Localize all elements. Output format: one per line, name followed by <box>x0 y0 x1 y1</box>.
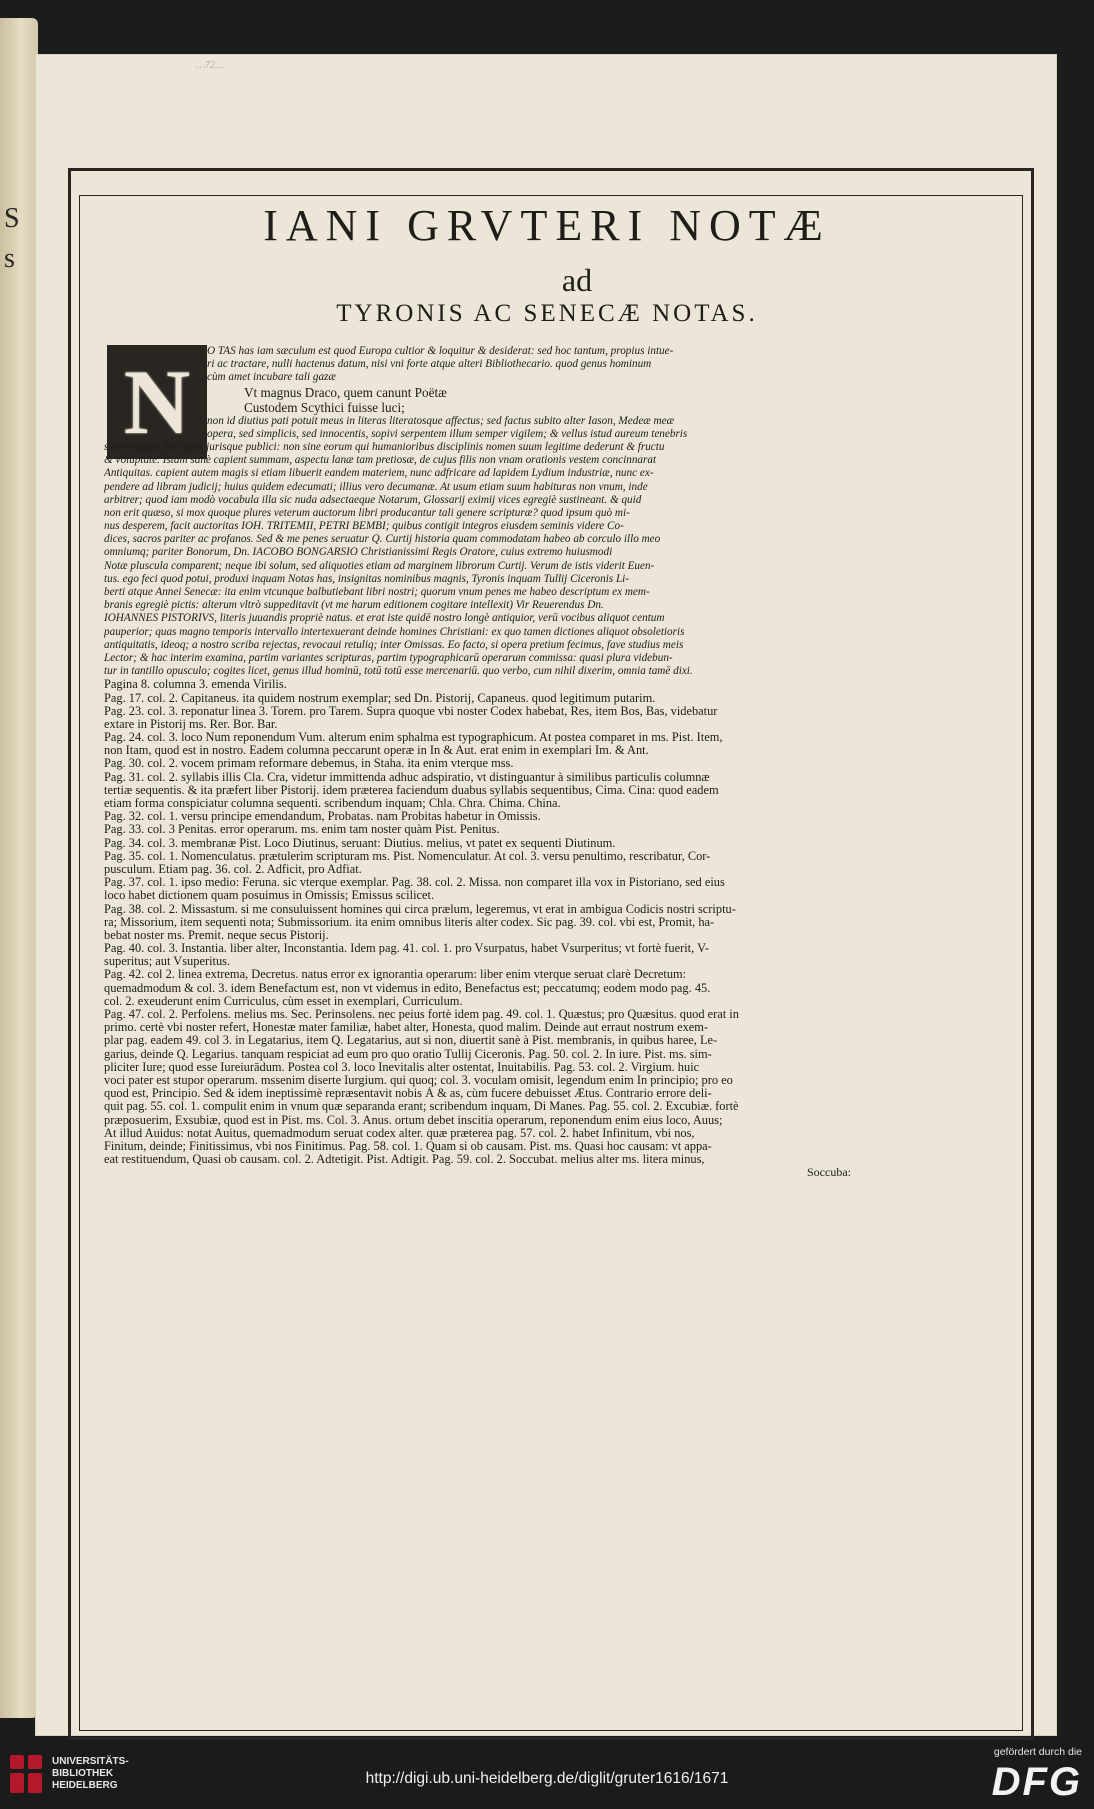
text-line: & voluptate. Istam sanè capient summam, aspectu lanæ tam pretiosæ, de cujus filis non vnam orationis vestem concinnarat <box>104 454 657 467</box>
text-line: extare in Pistorij ms. Rer. Bor. Bar. <box>104 717 278 731</box>
logo-line: UNIVERSITÄTS- <box>52 1756 129 1767</box>
text-line: omniumq; pariter Bonorum, Dn. IACOBO BONGARSIO Christianissimi Regis Oratore, cuius extremo huiusmodi <box>104 546 613 559</box>
text-line: Pag. 23. col. 3. reponatur linea 3. Torem. pro Tarem. Supra quoque vbi noster Codex habebat, Res, item Bos, Bas, videbatur <box>104 704 718 718</box>
permalink-url[interactable]: http://digi.ub.uni-heidelberg.de/diglit/gruter1616/1671 <box>365 1770 729 1787</box>
text-line: quod est, Principio. Sed & idem ineptissimè repræsentavit nobis À & as, cùm fucere debuisset Ætus. Contrario errore deli- <box>104 1087 712 1101</box>
text-line: Pagina 8. columna 3. emenda Virilis. <box>104 678 287 692</box>
text-line: pliciter Iure; quod esse Iureiurādum. Postea col 3. loco Inevitalis alter ostentat, Inuitabilis. Pag. 53. col. 2. Virgium. huic <box>104 1060 700 1074</box>
text-line: Notæ pluscula comparent; neque ibi solum, sed aliquoties etiam ad marginem librorum Curtij. Verum de istis viderit Euen- <box>104 559 655 572</box>
page-subtitle-ad: ad <box>561 262 593 298</box>
text-line: non Itam, quod est in nostro. Eadem columna peccarunt operæ in In & Aut. erat enim in exemplari Im. & Ant. <box>104 744 649 758</box>
text-line: superitus; aut Vsuperitus. <box>104 955 231 969</box>
text-line: col. 2. exeuderunt enim Curriculus, cùm esset in exemplari, Curriculum. <box>104 994 463 1008</box>
text-line: præposuerim, Exsubiæ, quod est in Pist. ms. Col. 3. Anus. ortum debet inscitia operarum, reponendum enim eius loco, Auus; <box>104 1113 723 1127</box>
text-line: nus desperem, facit auctoritas IOH. TRITEMII, PETRI BEMBI; quibus contigit integros eiusdem seminis videre Co- <box>104 520 624 533</box>
text-line: Pag. 42. col 2. linea extrema, Decretus. natus error ex ignorantia operarum: liber enim vterque seruat clarè Decretum: <box>104 968 687 982</box>
text-line: pendere ad libram judicij; huius quidem edecumati; illius vero decumanæ. At usum etiam suum habituras non vnum, inde <box>104 480 648 493</box>
text-line: Finitum, deinde; Finitissimus, vbi nos Finitimus. Pag. 58. col. 1. Quam si ob causam. Pist. ms. Quasi hoc causam: vt appa- <box>104 1139 712 1153</box>
initial-letter: N <box>123 351 191 453</box>
text-line: berti atque Annei Senecæ: ita enim vtcunque balbutiebant libri nostri; quorum vnum penes me habeo descriptum ex mem- <box>104 586 650 598</box>
text-line: quit pag. 55. col. 1. compulit enim in vnum quæ separanda erant; scribendum inquam, Di Manes. Pag. 55. col. 2. Excubiæ. fortè <box>104 1100 739 1114</box>
text-line: cùm amet incubare tali gazæ <box>207 371 336 384</box>
text-line: tertiæ sequentis. & ita præfert liber Pistorij. idem præterea faciendum duabus syllabis sequentibus, Cima. Cina: quod eadem <box>104 783 719 797</box>
text-line: ri ac tractare, nulli hactenus datum, nisi vni forte atque alteri Bibliothecario. quod genus hominum <box>207 358 652 371</box>
text-line: eat restituendum, Quasi ob causam. col. 2. Adtetigit. Pist. Adtigit. Pag. 59. col. 2. Soccubat. melius alter ms. litera minus, <box>104 1153 705 1167</box>
text-line: At illud Auidus: notat Auitus, quemadmodum seruat codex alter. quæ præterea pag. 57. col. 2. habet Infinitum, vbi nos, <box>104 1126 695 1140</box>
previous-page-fragment: s <box>4 243 15 274</box>
text-line: primo. certè vbi noster refert, Honestæ mater familiæ, habet alter, Honesta, quod malim. Deinde aut erraut nostrum exem- <box>104 1021 709 1035</box>
text-line: quemadmodum & col. 3. idem Benefactum est, non vt videmus in edito, Benefactus est; peccatumq; eodem modo pag. 45. <box>104 981 711 995</box>
text-line: branis egregiè pictis: alterum vltrò suppeditavit (vt me harum editionem cogitare intellexit) Vir Reuerendus Dn. <box>104 599 604 612</box>
text-line: O TAS has iam sæculum est quod Europa cultior & loquitur & desiderat: sed hoc tantum, propius intue- <box>207 345 674 357</box>
text-line: tus. ego feci quod potui, produxi inquam Notas has, insignitas nominibus magnis, Tyronis inquam Tullij Ciceronis Li- <box>104 572 630 585</box>
page-title: IANI GRVTERI NOTÆ <box>263 201 831 250</box>
folio-mark: …72… <box>196 60 224 71</box>
text-line: Pag. 33. col. 3 Penitas. error operarum. ms. enim tam noster quàm Pist. Penitus. <box>104 823 500 837</box>
text-line: etiam forma conspiciatur columna sequenti. scribendum inquam; Chla. Chra. Chima. China. <box>104 797 561 810</box>
text-line: Pag. 37. col. 1. ipso medio: Feruna. sic vterque exemplar. Pag. 38. col. 2. Missa. non comparet illa vox in Pistoriano, sed eius <box>104 876 725 890</box>
text-line: voci pater est stupor operarum. mssenim diserte Iurgium. qui quoq; col. 3. voculam omisit, legendum enim In principio; pro eo <box>104 1073 733 1087</box>
text-line: Pag. 40. col. 3. Instantia. liber alter, Inconstantia. Idem pag. 41. col. 1. pro Vsurpatus, habet Vsurperitus; vt fortè fuerit, V- <box>104 942 710 956</box>
text-line: ra; Missorium, item sequenti nota; Submissorium. ita enim omnibus literis alter codex. Sic pag. 39. col. vbi est, Promit, ha- <box>104 915 715 929</box>
text-line: garius, deinde Q. Legarius. tanquam respiciat ad eum pro quo oratio Tullij Ciceronis. Pag. 50. col. 2. In iure. Pist. ms. sim- <box>104 1047 712 1061</box>
text-line: pauperior; quas magno temporis intervallo intertexuerant deinde homines Christiani: ex quo tamen dictiones aliquot obsoletioris <box>104 625 685 638</box>
text-line: pusculum. Etiam pag. 36. col. 2. Adficit, pro Adfiat. <box>104 862 362 876</box>
body-text <box>104 345 851 1179</box>
dfg-logo: DFG <box>991 1760 1082 1804</box>
funding-caption: gefördert durch die <box>993 1746 1082 1758</box>
text-line: Pag. 38. col. 2. Missastum. si me consuluissent homines qui circa prælum, legeremus, vt erat in ambigua Codicis nostri scriptu- <box>104 902 736 916</box>
text-line: non id diutius pati potuit meus in literas literatosque affectus; sed factus subito alter Iason, Medeæ meæ <box>207 414 675 427</box>
text-line: Pag. 30. col. 2. vocem primam reformare debemus, in Staha. ita enim vterque mss. <box>104 757 514 771</box>
text-line: opera, sed simplicis, sed innocentis, sopivi serpentem illum semper vigilem; & vellus istud aureum tenebris <box>207 427 688 440</box>
text-line: loco habet dictionem quam posuimus in Omissis; Emissus scilicet. <box>104 889 435 903</box>
dfg-funding-badge[interactable] <box>992 1746 1082 1805</box>
previous-page-fragment: S <box>4 203 20 234</box>
text-line: arbitrer; quod iam modò vocabula illa sic nuda adsectaeque Notarum, Glossarij eximij vices egregiè sustineant. & quid <box>104 493 642 506</box>
text-line: bebat noster ms. Premit. neque secus Pistorij. <box>104 928 329 942</box>
text-line: Antiquitas. capient autem magis si etiam libuerit eandem materiem, nunc adfricare ad lapidem Lydium industriæ, nunc ex- <box>104 467 654 480</box>
text-line: Custodem Scythici fuisse luci; <box>244 399 405 415</box>
page-subtitle: TYRONIS AC SENECÆ NOTAS. <box>336 300 758 327</box>
text-line: tur in tantillo opusculo; cogites licet, genus illud hominū, totū totū esse mercenariū. quo verbo, cum nihil dixerim, omnia tamē dixi. <box>104 665 693 678</box>
text-line: plar pag. eadem 49. col 3. in Legatarius, item Q. Legatarius, aut si non, diuertit sanè à Pist. membranis, in quibus haree, Le- <box>104 1034 718 1048</box>
text-line: Pag. 17. col. 2. Capitaneus. ita quidem nostrum exemplar; sed Dn. Pistorij, Capaneus. quod legitimum putarim. <box>104 691 656 705</box>
text-line: Pag. 47. col. 2. Perfolens. melius ms. Sec. Perinsolens. nec peius fortè idem pag. 49. col. 1. Quæstus; pro Quæsitus. quod erat in <box>104 1008 739 1021</box>
text-line: Lector; & hac interim examina, partim variantes scripturas, partim typographicarū operarum commissa: quasi plura videbun- <box>104 651 673 664</box>
text-line: non erit quæso, si mox quoque plures veterum auctorum libri producantur tali genere scripturæ? quod ipsum quò mi- <box>104 506 630 519</box>
catchword: Soccuba: <box>807 1166 851 1180</box>
text-line: suis ereptum feci lucis jurisque publici: non sine eorum qui humanioribus disciplinis nomen suum legitime dederunt & fructu <box>104 440 665 453</box>
text-line: IOHANNES PISTORIVS, literis juuandis propriè natus. et erat iste quidē nostro longè antiquior, verū vocibus aliquot centum <box>104 612 665 625</box>
logo-line: BIBLIOTHEK <box>52 1768 114 1779</box>
text-line: Pag. 34. col. 3. membranæ Pist. Loco Diutinus, seruant: Diutius. melius, vt patet ex sequenti Diutinum. <box>104 836 616 850</box>
text-line: Pag. 24. col. 3. loco Num reponendum Vum. alterum enim sphalma est typographicum. At postea comparet in ms. Pist. Item, <box>104 731 723 745</box>
viewer-footer <box>0 1740 1094 1809</box>
text-line: Vt magnus Draco, quem canunt Poëtæ <box>244 384 447 400</box>
text-line: Pag. 31. col. 2. syllabis illis Cla. Cra, videtur immittenda adhuc adspiratio, vt distinguantur à similibus particulis columnæ <box>104 770 710 784</box>
text-line: Pag. 32. col. 1. versu principe emendandum, Probatas. nam Probitas habetur in Omissis. <box>104 810 541 824</box>
text-line: dices, sacros pariter ac profanos. Sed & me penes seruatur Q. Curtij historia quam commodatam habeo ab corculo illo meo <box>104 533 661 546</box>
text-line: antiquitatis, ideoq; a nostro scriba rejectas, revocaui retuliq; inter Omissas. Eo facto, si opera pretium fecimus, fave studius meis <box>104 638 684 651</box>
text-line: Pag. 35. col. 1. Nomenculatus. prætulerim scripturam ms. Pist. Nomenculatur. At col. 3. versu penultimo, rescribatur, Cor- <box>104 849 711 863</box>
logo-line: HEIDELBERG <box>52 1780 118 1791</box>
